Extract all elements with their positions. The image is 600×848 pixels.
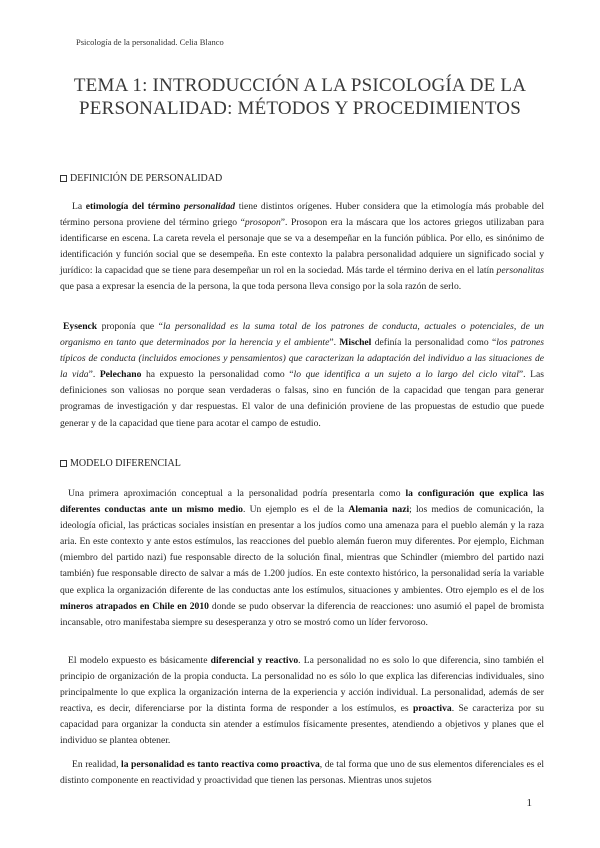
paragraph-definiciones: Eysenck proponía que “la personalidad es la suma total de los patrones de conducta, actuales o potenciales, de un organismo en tanto que determinados por la herencia y el ambiente”. Mischel definía la personalidad como “los patrones típicos de conducta (incluidos emociones y pensamientos) que caracterizan la adaptación del individuo a las situaciones de la vida”. Pelechano ha expuesto la personalidad como “lo que identifica a un sujeto a lo largo del ciclo vital”. Las definiciones son valiosas no porque sean verdaderas o falsas, sino en función de la capacidad que tengan para generar programas de investigación y dar respuestas. El valor de una definición proviene de las propuestas de estudio que puede generar y de la capacidad que tiene para acotar el campo de estudio. [60, 321, 544, 429]
square-bullet-icon [60, 460, 67, 467]
page-title: TEMA 1: INTRODUCCIÓN A LA PSICOLOGÍA DE LA PERSONALIDAD: MÉTODOS Y PROCEDIMIENTOS [73, 75, 527, 119]
paragraph-aproximacion: Una primera aproximación conceptual a la personalidad podría presentarla como la configuración que explica las diferentes conductas ante un mismo medio. Un ejemplo es el de la Alemania nazi; los medios de comunicación, la ideología oficial, las prácticas sociales insistían en presentar a los judíos como una amenaza para el pueblo alemán y la raza aria. En este contexto y ante estos estímulos, las reacciones del pueblo alemán fueron muy diferentes. Por ejemplo, Eichman (miembro del partido nazi) fue responsable directo de la solución final, mientras que Schindler (miembro del partido nazi también) fue responsable directo de salvar a más de 1.200 judíos. En este contexto histórico, la personalidad sería la variable que explica la organización diferente de las conductas ante los estímulos, situaciones y ambientes. Otro ejemplo es el de los mineros atrapados en Chile en 2010 donde se pudo observar la diferencia de reacciones: uno asumió el papel de bromista incansable, otro manifestaba siempre su desesperanza y otro se mostró como un líder fervoroso. [60, 488, 545, 628]
section-heading-text: DEFINICIÓN DE PERSONALIDAD [70, 173, 223, 184]
paragraph-modelo: El modelo expuesto es básicamente diferencial y reactivo. La personalidad no es solo lo que diferencia, sino también el principio de organización de la propia conducta. La personalidad no es sólo lo que explica las diferencias individuales, sino principalmente lo que explica la organización interna de la experiencia y acción individual. La personalidad, además de ser reactiva, es decir, diferenciarse por la distinta forma de responder a los estímulos, es proactiva. Se caracteriza por su capacidad para organizar la conducta sin atender a estímulos físicamente presentes, atendiendo a objetivos y planes que el individuo se plantea obtener. [60, 655, 544, 747]
paragraph-etimologia: La etimología del término personalidad tiene distintos orígenes. Huber considera que la etimología más probable del término persona proviene del término griego “prosopon”. Prosopon era la máscara que los actores griegos utilizaban para identificarse en escena. La careta revela el personaje que se va a desempeñar en la función pública. Por ello, es sinónimo de identificación y función social que se desempeña. En este contexto la palabra personalidad adquiere un significado social y jurídico: la capacidad que se tiene para desempeñar un rol en la sociedad. Más tarde el término deriva en el latín personalitas que pasa a expresar la esencia de la persona, la que toda persona lleva consigo por la sola razón de serlo. [60, 201, 544, 293]
paragraph-reactiva-proactiva: En realidad, la personalidad es tanto reactiva como proactiva, de tal forma que uno de sus elementos diferenciales es el distinto componente en reactividad y proactividad que tienen las personas. Mientras unos sujetos [60, 759, 544, 787]
section-heading-text: MODELO DIFERENCIAL [70, 458, 181, 469]
section-heading-definicion [60, 173, 222, 184]
square-bullet-icon [60, 175, 67, 182]
page-number: 1 [526, 797, 532, 809]
running-head: Psicología de la personalidad. Celia Blanco [76, 37, 224, 47]
section-heading-modelo-diferencial [60, 458, 181, 469]
